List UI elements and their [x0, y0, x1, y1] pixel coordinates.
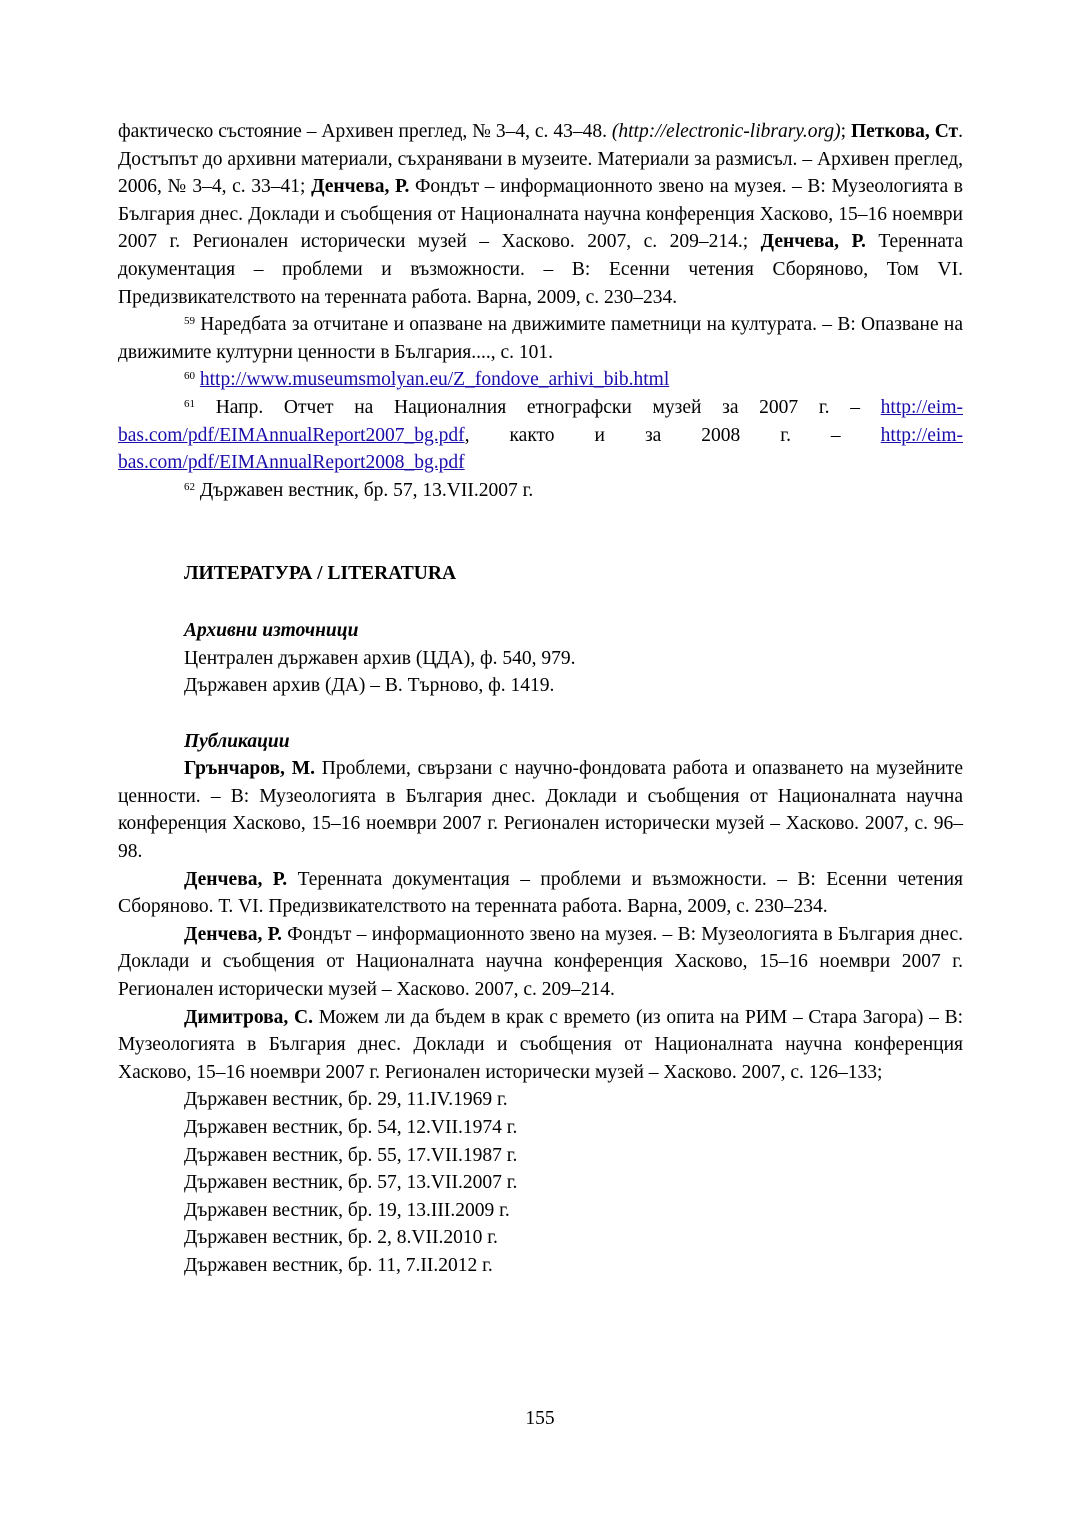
footnote-link[interactable]: http://www.museumsmolyan.eu/Z_fondove_arhivi_bib.html: [199, 369, 670, 391]
bibliography-entry: Денчева, Р. Фондът – информационното звено на музея. – В: Музеологията в България днес. Доклади и съобщения от Националната научна конференция Хасково, 15–16 ноември 2007 г. Регионален исторически музей – Хасково. 2007, с. 209–214.: [118, 923, 963, 1001]
footnote-link[interactable]: http://eim-bas.com/pdf/EIMAnnualReport2007_bg.pdf: [118, 396, 963, 446]
footnote-number: 60: [184, 370, 195, 383]
gazette-entry: Държавен вестник, бр. 19, 13.III.2009 г.: [184, 1199, 510, 1221]
footnote-number: 61: [184, 397, 195, 410]
bibliography-entry: Денчева, Р. Теренната документация – проблеми и възможности. – В: Есенни четения Сборяново. Т. VI. Предизвикателството на теренната работа. Варна, 2009, с. 230–234.: [118, 868, 963, 918]
footnote-number: 62: [184, 480, 195, 493]
publications-subheading: Публикации: [184, 730, 290, 752]
footnote-60: [118, 366, 963, 394]
archive-entry: Централен държавен архив (ЦДА), ф. 540, 979.: [184, 647, 576, 669]
literature-heading: ЛИТЕРАТУРА / LITERATURA: [184, 563, 457, 585]
gazette-entry: Държавен вестник, бр. 11, 7.II.2012 г.: [184, 1254, 493, 1276]
footnote-continuation: фактическо състояние – Архивен преглед, № 3–4, с. 43–48. (http://electronic-library.org); Петкова, Ст. Достъпът до архивни материали, съхранявани в музеите. Материали за размисъл. – Архивен преглед, 2006, № 3–4, с. 33–41; Денчева, Р. Фондът – информационното звено на музея. – В: Музеологията в България днес. Доклади и съобщения от Националната научна конференция Хасково, 15–16 ноември 2007 г. Регионален исторически музей – Хасково. 2007, с. 209–214.; Денчева, Р. Теренната документация – проблеми и възможности. – В: Есенни четения Сборяново, Том VI. Предизвикателството на теренната работа. Варна, 2009, с. 230–234.: [118, 121, 964, 308]
footnote-link[interactable]: http://eim-bas.com/pdf/EIMAnnualReport2008_bg.pdf: [118, 424, 963, 474]
archive-entry: Държавен архив (ДА) – В. Търново, ф. 1419.: [184, 675, 555, 697]
document-page: [118, 118, 963, 1280]
author-name: Денчева, Р.: [311, 176, 410, 198]
footnote-62: $^{62}$ Държавен вестник, бр. 57, 13.VII.2007 г.: [184, 479, 534, 501]
author-name: Денчева, Р.: [184, 923, 282, 945]
italic-url: (http://electronic-library.org): [611, 121, 841, 142]
author-name: Денчева, Р.: [184, 868, 288, 890]
page-number: 155: [525, 1408, 555, 1429]
author-name: Денчева, Р.: [760, 231, 866, 253]
footnote-61: $^{61}$ Напр. Отчет на Националния етнографски музей за 2007 г. – http://eim-bas.com/pdf/EIMAnnualReport2007_bg.pdf, както и за 2008 г. – http://eim-bas.com/pdf/EIMAnnualReport2008_bg.pdf: [118, 396, 963, 474]
footnote-number: 59: [184, 315, 195, 328]
gazette-entry: Държавен вестник, бр. 55, 17.VII.1987 г.: [184, 1144, 518, 1166]
gazette-entry: Държавен вестник, бр. 57, 13.VII.2007 г.: [184, 1172, 518, 1194]
author-name: Грънчаров, М.: [184, 758, 315, 780]
gazette-entry: Държавен вестник, бр. 29, 11.IV.1969 г.: [184, 1089, 508, 1111]
footnote-59: $^{59}$ Наредбата за отчитане и опазване на движимите паметници на културата. – В: Опазване на движимите културни ценности в България...., с. 101.: [118, 314, 963, 363]
gazette-entry: Държавен вестник, бр. 2, 8.VII.2010 г.: [184, 1227, 498, 1249]
bibliography-entry: Димитрова, С. Можем ли да бъдем в крак с времето (из опита на РИМ – Стара Загора) – В: Музеологията в България днес. Доклади и съобщения от Националната научна конференция Хасково, 15–16 ноември 2007 г. Регионален исторически музей – Хасково. 2007, с. 126–133;: [118, 1006, 963, 1083]
gazette-entry: Държавен вестник, бр. 54, 12.VII.1974 г.: [184, 1117, 518, 1138]
author-name: Димитрова, С.: [184, 1006, 313, 1028]
archives-subheading: Архивни източници: [184, 619, 359, 641]
author-name: Петкова, Ст: [850, 121, 959, 142]
bibliography-entry: Грънчаров, М. Проблеми, свързани с научно-фондовата работа и опазването на музейните ценности. – В: Музеологията в България днес. Доклади и съобщения от Националната научна конференция Хасково, 15–16 ноември 2007 г. Регионален исторически музей – Хасково. 2007, с. 96–98.: [118, 758, 963, 863]
